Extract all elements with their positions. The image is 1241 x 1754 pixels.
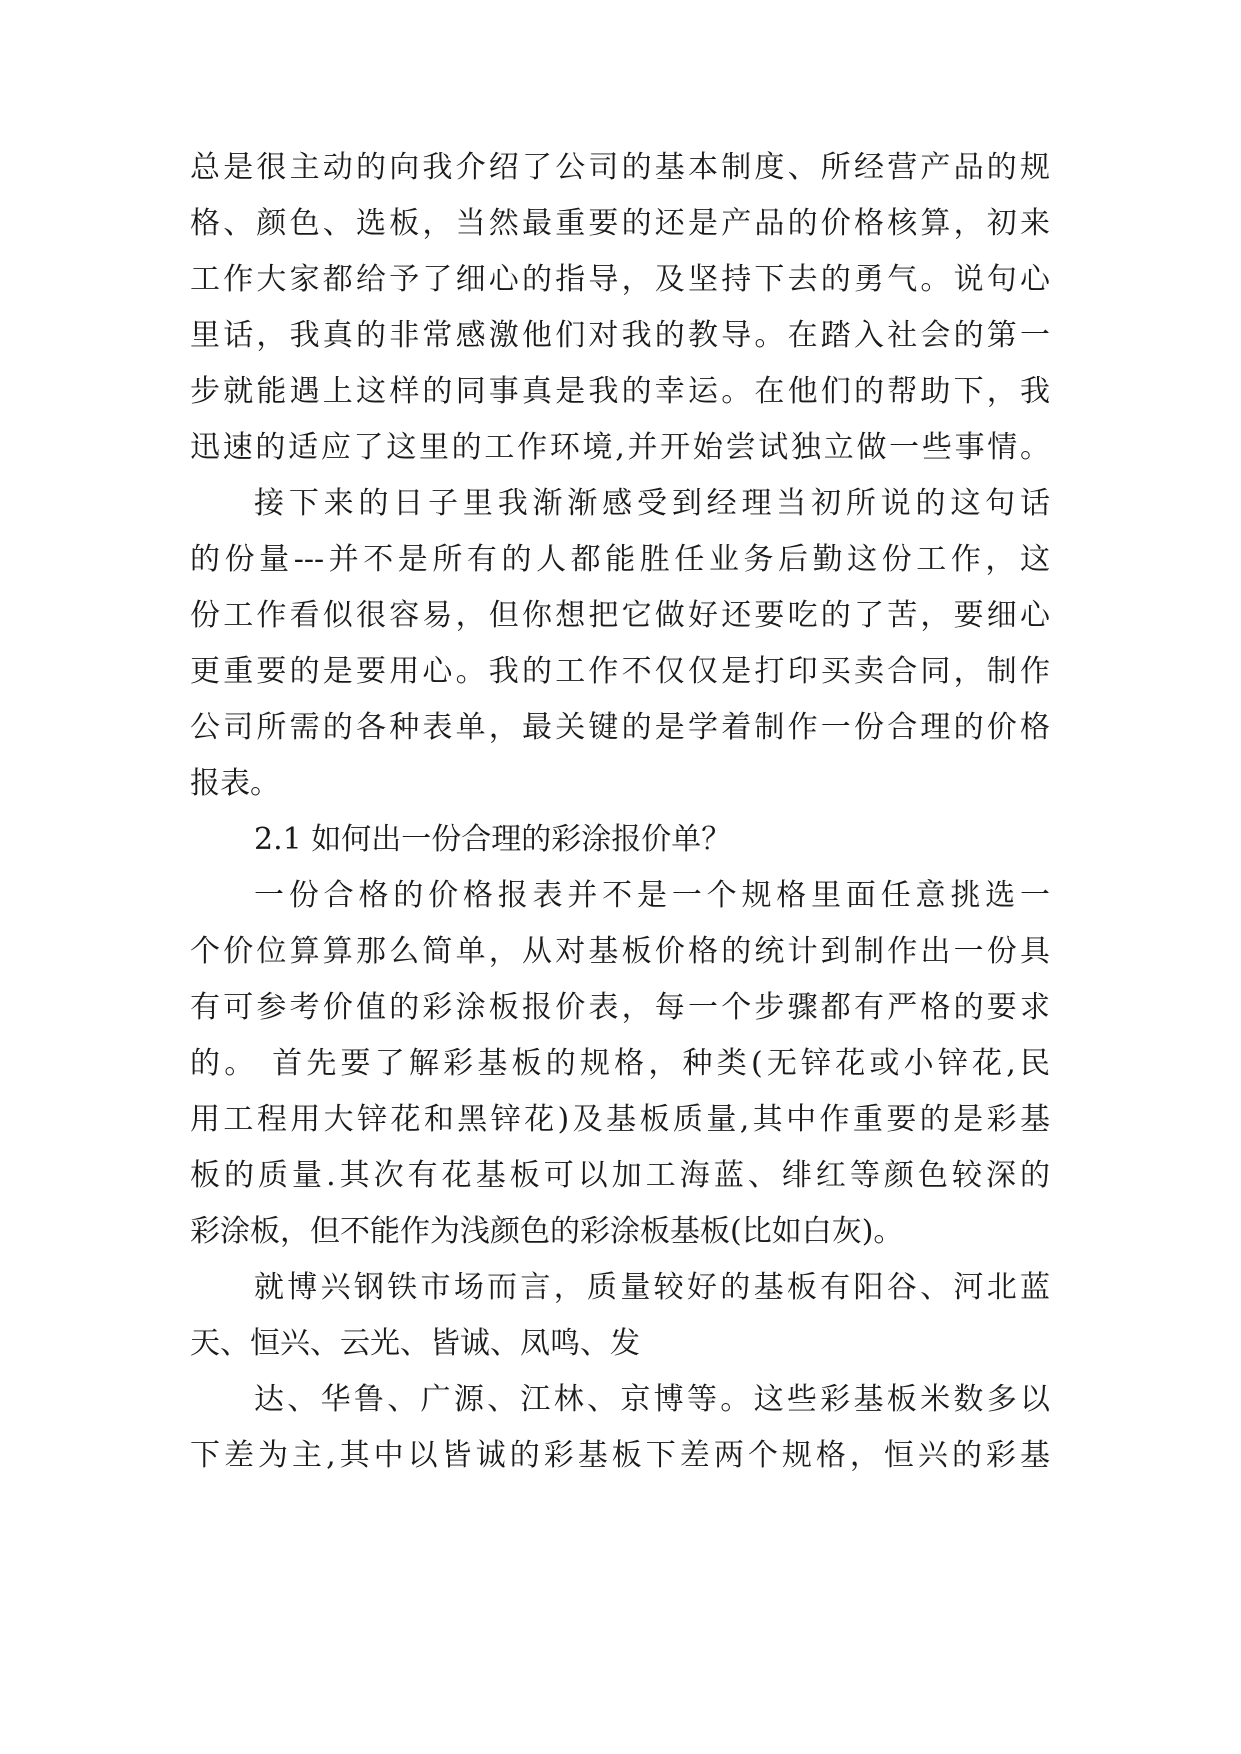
text-line: 一份合格的价格报表并不是一个规格里面任意挑选一 <box>254 878 1050 913</box>
text-line: 个价位算算那么简单，从对基板价格的统计到制作出一份具 <box>190 934 1050 969</box>
text-line: 板的质量.其次有花基板可以加工海蓝、绯红等颜色较深的 <box>190 1158 1050 1193</box>
text-line: 接下来的日子里我渐渐感受到经理当初所说的这句话 <box>254 486 1050 521</box>
text-line: 达、华鲁、广源、江林、京博等。这些彩基板米数多以 <box>254 1382 1050 1417</box>
text-line: 彩涂板，但不能作为浅颜色的彩涂板基板(比如白灰)。 <box>190 1214 904 1249</box>
text-line: 格、颜色、选板，当然最重要的还是产品的价格核算，初来 <box>190 206 1050 241</box>
section-heading: 2.1 如何出一份合理的彩涂报价单？ <box>254 822 732 857</box>
text-line: 总是很主动的向我介绍了公司的基本制度、所经营产品的规 <box>190 150 1050 185</box>
text-line: 步就能遇上这样的同事真是我的幸运。在他们的帮助下，我 <box>190 374 1050 409</box>
text-line: 用工程用大锌花和黑锌花)及基板质量,其中作重要的是彩基 <box>190 1102 1050 1137</box>
text-line: 迅速的适应了这里的工作环境,并开始尝试独立做一些事情。 <box>190 430 1050 465</box>
text-line: 就博兴钢铁市场而言，质量较好的基板有阳谷、河北蓝 <box>254 1270 1050 1305</box>
text-line: 报表。 <box>190 766 280 801</box>
text-line: 下差为主,其中以皆诚的彩基板下差两个规格，恒兴的彩基 <box>190 1438 1050 1473</box>
text-line: 份工作看似很容易，但你想把它做好还要吃的了苦，要细心 <box>190 598 1050 633</box>
text-line: 公司所需的各种表单，最关键的是学着制作一份合理的价格 <box>190 710 1050 745</box>
text-line: 里话，我真的非常感激他们对我的教导。在踏入社会的第一 <box>190 318 1050 353</box>
text-line: 工作大家都给予了细心的指导，及坚持下去的勇气。说句心 <box>190 262 1050 297</box>
text-line: 的份量---并不是所有的人都能胜任业务后勤这份工作，这 <box>190 542 1050 577</box>
text-line: 有可参考价值的彩涂板报价表，每一个步骤都有严格的要求 <box>190 990 1050 1025</box>
text-line: 更重要的是要用心。我的工作不仅仅是打印买卖合同，制作 <box>190 654 1050 689</box>
text-line: 的。 首先要了解彩基板的规格，种类(无锌花或小锌花,民 <box>190 1046 1050 1081</box>
text-line: 天、恒兴、云光、皆诚、凤鸣、发 <box>190 1326 640 1361</box>
